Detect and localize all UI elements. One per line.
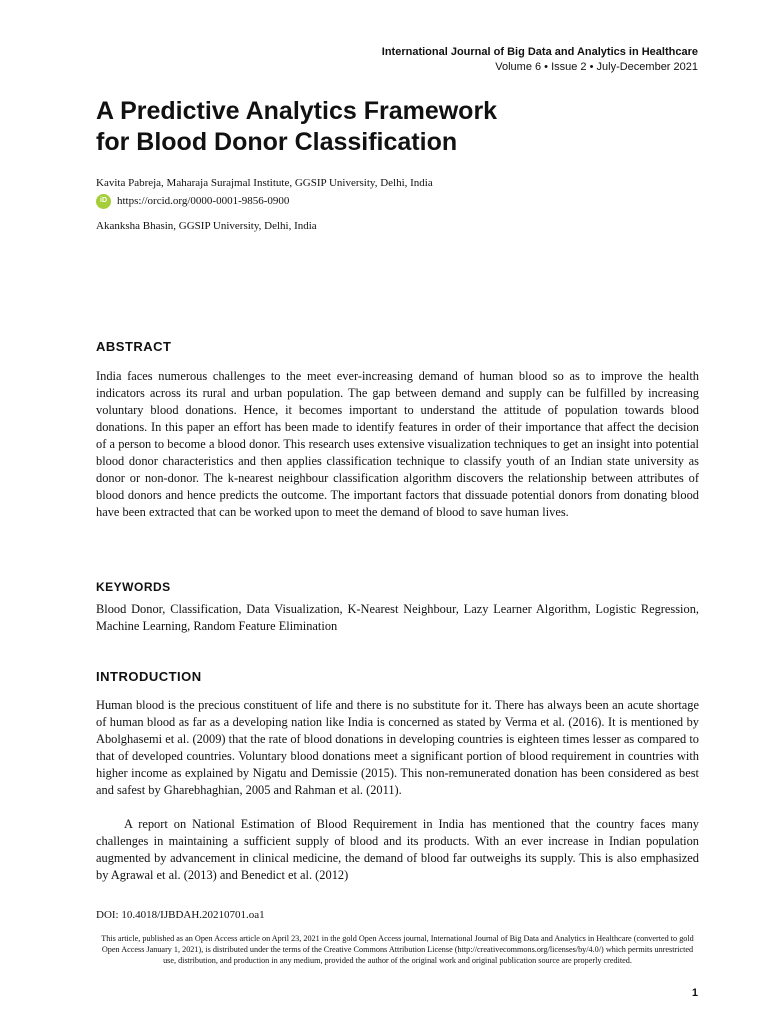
orcid-link[interactable]: https://orcid.org/0000-0001-9856-0900 bbox=[117, 195, 290, 207]
introduction-paragraph-1: Human blood is the precious constituent of life and there is no substitute for it. There has always been an acute shortage of human blood as far as a developing nation like India is concerned as stated by Verma et al. (2016). It is mentioned by Abolghasemi et al. (2009) that the rate of blood donations in developing countries is eighteen times lesser as compared to that of developed countries. Voluntary blood donations meet a significant portion of blood requirement in countries with higher income as explained by Nigatu and Demissie (2015). This non-remunerated donation has been considered as best and safest by Gharebhaghian, 2005 and Rahman et al. (2011). bbox=[96, 698, 699, 797]
license-notice: This article, published as an Open Access article on April 23, 2021 in the gold Open Access journal, International Journal of Big Data and Analytics in Healthcare (converted to gold Open Access January 1, 2021), is distributed under the terms of the Creative Commons Attribution License (http://creativecommons.org/licenses/by/4.0/) which permits unrestricted use, distribution, and production in any medium, provided the author of the original work and original publication source are properly credited. bbox=[101, 934, 694, 965]
author-2: Akanksha Bhasin, GGSIP University, Delhi, India bbox=[96, 220, 317, 232]
introduction-heading: INTRODUCTION bbox=[96, 669, 202, 684]
journal-name: International Journal of Big Data and Analytics in Healthcare bbox=[381, 46, 698, 58]
keywords-heading: KEYWORDS bbox=[96, 580, 171, 594]
page-number: 1 bbox=[691, 987, 698, 999]
orcid-row bbox=[96, 193, 433, 209]
paper-title-line-2: for Blood Donor Classification bbox=[96, 128, 458, 156]
paper-title-line-1: A Predictive Analytics Framework bbox=[96, 97, 498, 125]
doi[interactable]: DOI: 10.4018/IJBDAH.20210701.oa1 bbox=[96, 909, 265, 921]
keywords-text: Blood Donor, Classification, Data Visualization, K-Nearest Neighbour, Lazy Learner Algorithm, Logistic Regression, Machine Learning, Random Feature Elimination bbox=[96, 602, 699, 633]
orcid-icon: iD bbox=[96, 194, 111, 209]
abstract-text: India faces numerous challenges to the meet ever-increasing demand of human blood so as to improve the health indicators across its rural and urban population. The gap between demand and supply can be fulfilled by increasing voluntary blood donations. Hence, it becomes important to understand the attitude of population towards blood donations. In this paper an effort has been made to identify features in order of their importance that affect the decision of a person to become a blood donor. This research uses extensive visualization techniques to get an insight into potential blood donor characteristics and then applies classification technique to classify youth of an Indian state university as donor or non-donor. The k-nearest neighbour classification algorithm discovers the relationship between attributes of blood donors and hence predicts the outcome. The important factors that dissuade potential donors from donating blood have been extracted that can be worked upon to meet the demand of blood to save human lives. bbox=[96, 369, 699, 519]
author-block bbox=[96, 175, 433, 234]
abstract-heading: ABSTRACT bbox=[96, 339, 172, 354]
journal-header bbox=[382, 45, 698, 75]
journal-issue: Volume 6 • Issue 2 • July-December 2021 bbox=[495, 61, 698, 73]
introduction-paragraph-2: A report on National Estimation of Blood Requirement in India has mentioned that the country faces many challenges in maintaining a sufficient supply of blood and its products. With an ever increase in Indian population augmented by advancement in clinical medicine, the demand of blood far outweighs its supply. This is also emphasized by Agrawal et al. (2013) and Benedict et al. (2012) bbox=[96, 817, 699, 882]
paper-title bbox=[96, 96, 696, 158]
author-1: Kavita Pabreja, Maharaja Surajmal Institute, GGSIP University, Delhi, India bbox=[96, 177, 433, 189]
